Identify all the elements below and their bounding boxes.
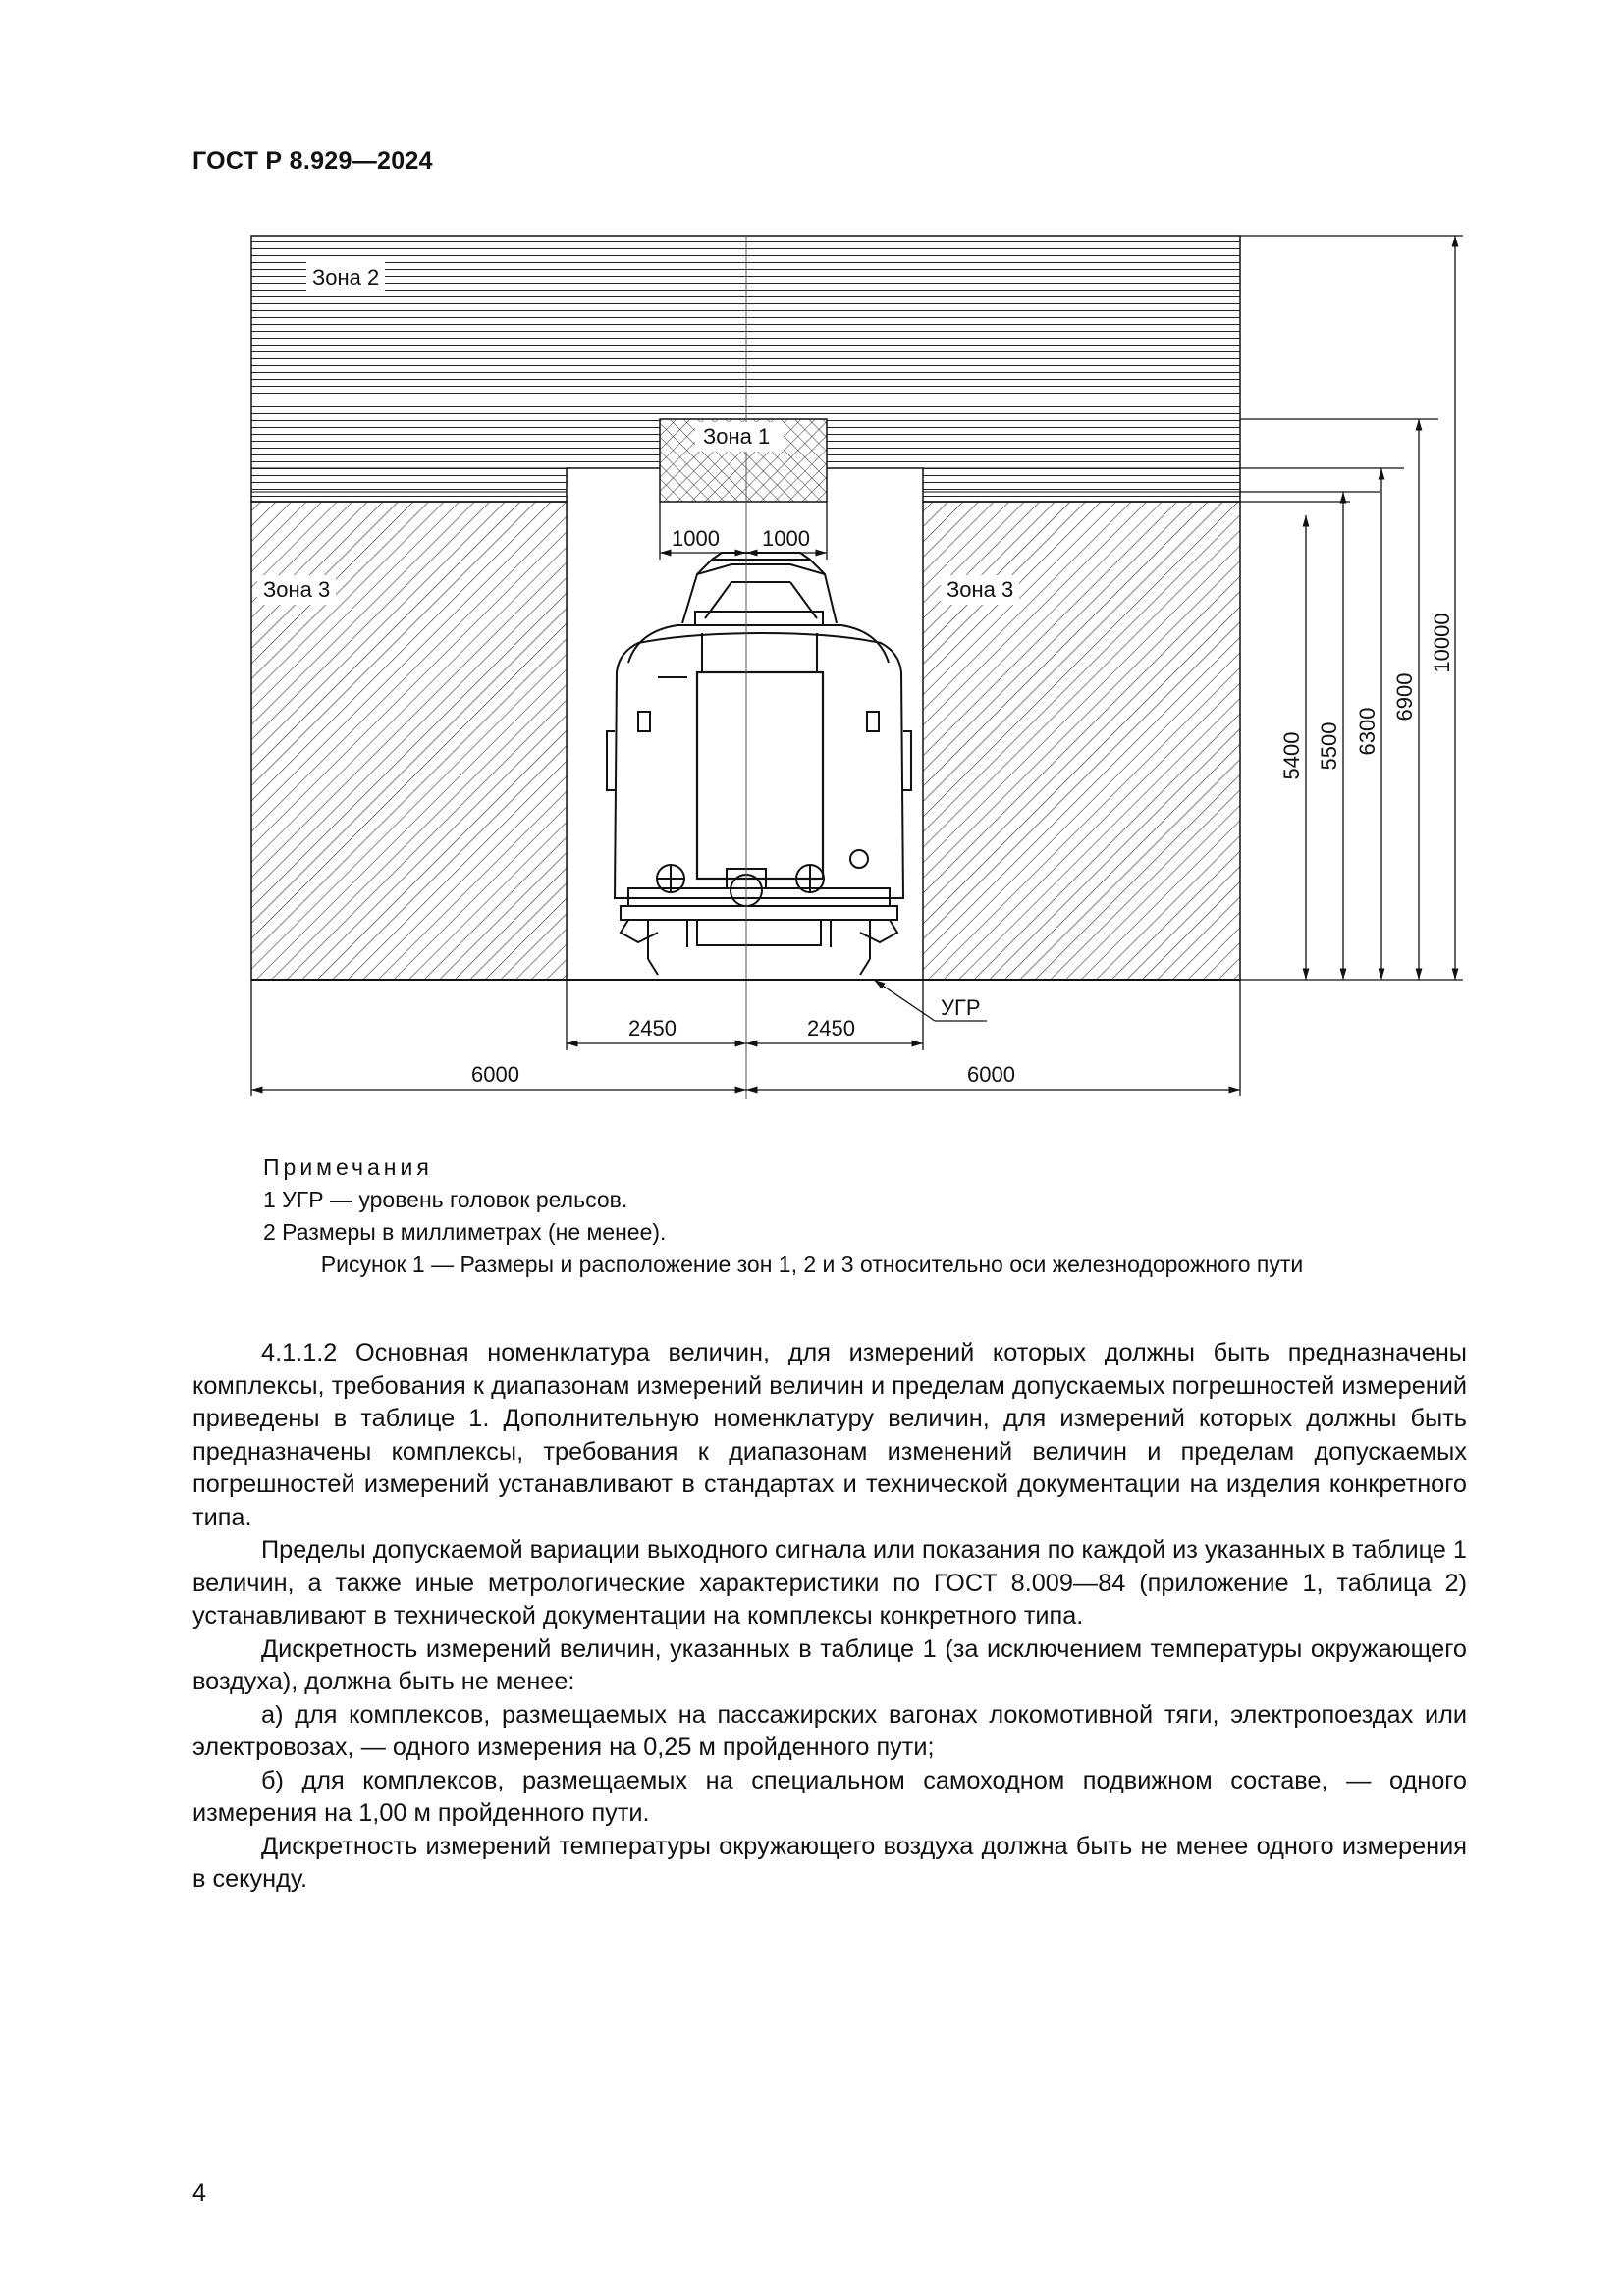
ugr-label: УГР [941,995,981,1020]
figure-notes [263,1151,666,1249]
page-number: 4 [192,2179,206,2207]
notes-title: Примечания [263,1154,433,1180]
dim-2450-left: 2450 [628,1016,677,1041]
zone-3-right-region [923,468,1240,980]
paragraph: Дискретность измерений величин, указанных в таблице 1 (за исключением температуры окружающего воздуха), должна быть не менее: [192,1634,1467,1695]
dim-6900: 6900 [1392,672,1417,721]
dim-6000-left: 6000 [471,1062,519,1087]
vertical-dimensions [1240,236,1463,980]
zone-2-label: Зона 2 [312,265,380,290]
figure-caption: Рисунок 1 — Размеры и расположение зон 1, 2 и 3 относительно оси железнодорожного пути [320,1252,1304,1277]
zone-3-left-region [251,468,567,980]
dim-6000-right: 6000 [967,1062,1015,1087]
paragraph: 4.1.1.2 Основная номенклатура величин, для измерений которых должны быть предназначены комплексы, требования к диапазонам измерений величин и пределам допускаемых погрешностей измерений приведены в таблице 1. Дополнительную номенклатуру величин, для измерений которых должны быть предназначены комплексы, требования к диапазонам изменений величин и пределам допускаемых погрешностей измерений устанавливают в стандартах и технической документации на изделия конкретного типа. [192,1339,1467,1531]
paragraph: Пределы допускаемой вариации выходного сигнала или показания по каждой из указанных в таблице 1 величин, а также иные метрологические характеристики по ГОСТ 8.009—84 (приложение 1, таблица 2) устанавливают в технической документации на комплексы конкретного типа. [192,1536,1467,1629]
paragraph: Дискретность измерений температуры окружающего воздуха должна быть не менее одного измерения в секунду. [192,1832,1467,1893]
paragraph: б) для комплексов, размещаемых на специальном самоходном подвижном составе, — одного измерения на 1,00 м пройденного пути. [192,1766,1467,1827]
figure-zones-diagram [236,221,1512,1104]
dim-1000-left: 1000 [672,526,720,551]
zone-1-label: Зона 1 [703,424,771,449]
dimension-2450-pair [567,980,923,1050]
dim-2450-right: 2450 [807,1016,855,1041]
body-text [192,1337,1467,1896]
dim-1000-right: 1000 [762,526,810,551]
dim-6300: 6300 [1355,707,1380,756]
note-item: 1 УГР — уровень головок рельсов. [263,1187,628,1212]
dim-5500: 5500 [1317,721,1341,771]
document-header: ГОСТ Р 8.929—2024 [192,147,433,175]
zones-diagram-svg [236,221,1512,1104]
dim-5400: 5400 [1279,731,1304,780]
dim-10000: 10000 [1430,613,1454,673]
zone-3-right-label: Зона 3 [947,577,1014,602]
note-item: 2 Размеры в миллиметрах (не менее). [263,1219,667,1245]
zone-3-left-label: Зона 3 [263,577,331,602]
paragraph: а) для комплексов, размещаемых на пассажирских вагонах локомотивной тяги, электропоездах или электровозах, — одного измерения на 0,25 м пройденного пути; [192,1700,1467,1761]
